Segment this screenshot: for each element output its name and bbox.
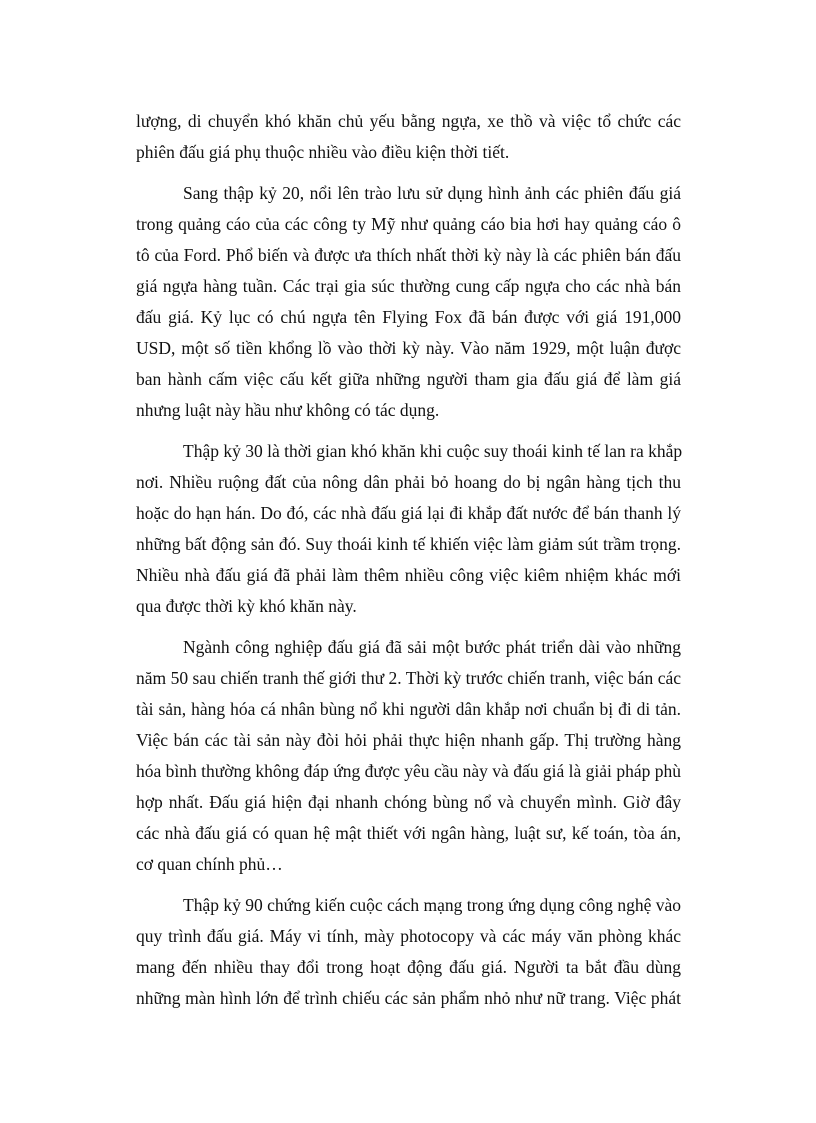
document-page: [136, 106, 681, 1024]
text-line: Ngành công nghiệp đấu giá đã sải một bước phát triển dài vào những: [183, 637, 681, 657]
paragraph: [136, 436, 681, 622]
text-line: quy trình đấu giá. Máy vi tính, mày photocopy và các máy văn phòng khác: [136, 926, 681, 946]
text-line: Thập kỷ 90 chứng kiến cuộc cách mạng trong ứng dụng công nghệ vào: [183, 895, 681, 915]
text-line: mang đến nhiều thay đổi trong hoạt động đấu giá. Người ta bắt đầu dùng: [136, 957, 681, 977]
text-line: Thập kỷ 30 là thời gian khó khăn khi cuộc suy thoái kinh tế lan ra khắp: [183, 441, 683, 461]
text-line: Việc bán các tài sản này đòi hỏi phải thực hiện nhanh gấp. Thị trường hàng: [136, 730, 681, 750]
text-line: giá ngựa hàng tuần. Các trại gia súc thường cung cấp ngựa cho các nhà bán: [136, 276, 681, 296]
text-line: tài sản, hàng hóa cá nhân bùng nổ khi người dân khắp nơi chuẩn bị đi di tản.: [136, 699, 681, 719]
text-line: Sang thập kỷ 20, nổi lên trào lưu sử dụng hình ảnh các phiên đấu giá: [183, 183, 681, 203]
text-line: tô của Ford. Phổ biến và được ưa thích nhất thời kỳ này là các phiên bán đấu: [136, 245, 681, 265]
paragraph: [136, 632, 681, 880]
text-line: lượng, di chuyển khó khăn chủ yếu bằng ngựa, xe thồ và việc tổ chức các: [136, 111, 681, 131]
text-line: đấu giá. Kỷ lục có chú ngựa tên Flying Fox đã bán được với giá 191,000: [136, 307, 681, 327]
text-line: phiên đấu giá phụ thuộc nhiều vào điều kiện thời tiết.: [136, 142, 510, 162]
text-line: nơi. Nhiều ruộng đất của nông dân phải bỏ hoang do bị ngân hàng tịch thu: [136, 472, 681, 492]
text-line: hoặc do hạn hán. Do đó, các nhà đấu giá lại đi khắp đất nước để bán thanh lý: [136, 503, 681, 523]
text-line: cơ quan chính phủ…: [136, 854, 283, 874]
paragraph: [136, 178, 681, 426]
text-line: năm 50 sau chiến tranh thế giới thư 2. Thời kỳ trước chiến tranh, việc bán các: [136, 668, 681, 688]
text-line: qua được thời kỳ khó khăn này.: [136, 596, 357, 616]
paragraph: [136, 890, 681, 1014]
text-line: USD, một số tiền khổng lồ vào thời kỳ này. Vào năm 1929, một luận được: [136, 338, 681, 358]
text-line: trong quảng cáo của các công ty Mỹ như quảng cáo bia hơi hay quảng cáo ô: [136, 214, 681, 234]
text-line: những bất động sản đó. Suy thoái kinh tế khiến việc làm giảm sút trầm trọng.: [136, 534, 681, 554]
text-line: những màn hình lớn để trình chiếu các sản phẩm nhỏ như nữ trang. Việc phát: [136, 988, 681, 1008]
paragraph: [136, 106, 681, 168]
text-line: Nhiều nhà đấu giá đã phải làm thêm nhiều công việc kiêm nhiệm khác mới: [136, 565, 681, 585]
text-line: hợp nhất. Đấu giá hiện đại nhanh chóng bùng nổ và chuyển mình. Giờ đây: [136, 792, 681, 812]
text-line: ban hành cấm việc cấu kết giữa những người tham gia đấu giá để làm giá: [136, 369, 681, 389]
text-line: nhưng luật này hầu như không có tác dụng.: [136, 400, 440, 420]
text-line: hóa bình thường không đáp ứng được yêu cầu này và đấu giá là giải pháp phù: [136, 761, 681, 781]
text-line: các nhà đấu giá có quan hệ mật thiết với ngân hàng, luật sư, kế toán, tòa án,: [136, 823, 681, 843]
